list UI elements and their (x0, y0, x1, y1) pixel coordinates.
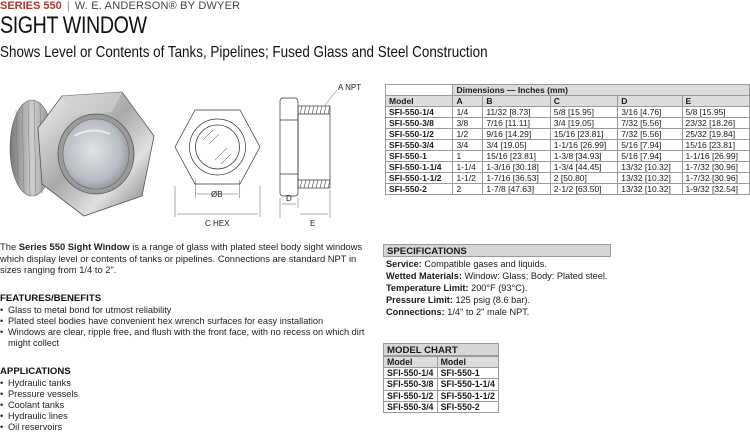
dimension-cell: 3/8 (453, 118, 483, 129)
dimension-cell: 7/32 [5.56] (618, 129, 682, 140)
dimension-cell: 1/2 (453, 129, 483, 140)
side-flange (280, 98, 298, 196)
dimension-cell: 3/4 [19.05] (550, 118, 617, 129)
spec-label: Wetted Materials: (386, 271, 462, 281)
spec-value: 200°F (93°C). (468, 283, 528, 293)
dimension-cell: 1-3/4 [44.45] (550, 162, 617, 173)
column-header-b: B (483, 96, 550, 107)
dimension-cell: 13/32 [10.32] (618, 184, 682, 195)
model-cell: SFI-550-3/4 (384, 401, 438, 412)
dimension-cell: 15/16 [23.81] (682, 140, 750, 151)
intro-pre: The (0, 241, 19, 252)
model-chart-body (384, 368, 499, 413)
thread-body (298, 106, 330, 188)
applications-heading: APPLICATIONS (0, 366, 71, 377)
spec-row (386, 294, 608, 306)
dimensions-table-body (386, 107, 750, 195)
model-cell: SFI-550-3/8 (386, 118, 453, 129)
model-chart-table (383, 356, 499, 413)
dimension-cell: 1 (453, 151, 483, 162)
column-header-c: C (550, 96, 617, 107)
column-header-a: A (453, 96, 483, 107)
series-label: SERIES 550 (0, 0, 62, 12)
list-item: • Oil reservoirs (0, 422, 200, 433)
model-chart (383, 343, 499, 413)
dimensions-column-header-row (386, 96, 750, 107)
dimension-cell: 5/16 [7.94] (618, 140, 682, 151)
spec-value: Window: Glass; Body: Plated steel. (461, 271, 608, 281)
intro-body: is a range of glass with plated steel body sight windows which display level or contents of tanks or pipelines. Connections are standard NPT in sizes ranging from 1/4 to 2". (0, 241, 363, 275)
b-dimension-label: ØB (211, 190, 223, 199)
dimension-cell: 3/4 (453, 140, 483, 151)
table-row (386, 129, 750, 140)
dimensions-corner-cell (386, 85, 453, 96)
spec-row (386, 282, 608, 294)
list-item: • Pressure vessels (0, 389, 200, 400)
dimension-cell: 2 [50.80] (550, 173, 617, 184)
d-dimension-label: D (286, 194, 292, 203)
table-row (386, 118, 750, 129)
model-cell: SFI-550-1/4 (386, 107, 453, 118)
applications-list (0, 378, 200, 433)
model-cell: SFI-550-1 (386, 151, 453, 162)
spec-label: Pressure Limit: (386, 295, 453, 305)
spec-row (386, 270, 608, 282)
spec-row (386, 258, 608, 270)
dimension-cell: 1-7/8 [47.63] (483, 184, 550, 195)
column-header-d: D (618, 96, 682, 107)
table-row (384, 390, 499, 401)
list-item: • Plated steel bodies have convenient hex wrench surfaces for easy installation (0, 316, 372, 327)
model-chart-header-row (384, 357, 499, 368)
table-row (386, 184, 750, 195)
list-item: • Glass to metal bond for utmost reliability (0, 305, 372, 316)
specifications-body (383, 257, 611, 319)
list-item: • Windows are clear, ripple free, and flush with the front face, with no recess on which dirt might collect (0, 327, 372, 349)
dimension-cell: 2 (453, 184, 483, 195)
dimension-cell: 2-1/2 [63.50] (550, 184, 617, 195)
dimension-drawing (165, 80, 375, 230)
model-chart-heading: MODEL CHART (383, 343, 499, 356)
table-row (384, 379, 499, 390)
dimension-cell: 1-1/2 (453, 173, 483, 184)
list-item: • Hydraulic lines (0, 411, 200, 422)
dimension-cell: 1-9/32 [32.54] (682, 184, 750, 195)
model-chart-column-2: Model (437, 357, 498, 368)
dimension-cell: 1/4 (453, 107, 483, 118)
model-cell: SFI-550-1-1/4 (386, 162, 453, 173)
window-outer-circle (190, 119, 246, 175)
model-cell: SFI-550-1-1/2 (386, 173, 453, 184)
model-cell: SFI-550-1/4 (384, 368, 438, 379)
dimension-cell: 1-1/4 (453, 162, 483, 173)
model-chart-column-1: Model (384, 357, 438, 368)
dimension-cell: 1-3/16 [30.18] (483, 162, 550, 173)
model-cell: SFI-550-3/4 (386, 140, 453, 151)
table-row (384, 368, 499, 379)
dimension-cell: 1-7/16 [36.53] (483, 173, 550, 184)
dimension-cell: 1-1/16 [26.99] (550, 140, 617, 151)
dimensions-table (385, 84, 750, 195)
dimension-cell: 1-7/32 [30.96] (682, 173, 750, 184)
features-heading: FEATURES/BENEFITS (0, 293, 102, 304)
dimension-cell: 1-1/16 [26.99] (682, 151, 750, 162)
intro-product-name: Series 550 Sight Window (18, 241, 130, 252)
page-subtitle: Shows Level or Contents of Tanks, Pipelines; Fused Glass and Steel Construction (0, 44, 488, 61)
spec-value: 1/4" to 2" male NPT. (444, 307, 530, 317)
dimension-cell: 3/4 [19.05] (483, 140, 550, 151)
dimension-cell: 25/32 [19.84] (682, 129, 750, 140)
dimension-cell: 3/16 [4.76] (618, 107, 682, 118)
dimension-cell: 13/32 [10.32] (618, 162, 682, 173)
spec-label: Temperature Limit: (386, 283, 469, 293)
model-cell: SFI-550-3/8 (384, 379, 438, 390)
spec-value: 125 psig (8.6 bar). (452, 295, 531, 305)
product-photo (2, 88, 162, 223)
table-row (386, 162, 750, 173)
dimension-cell: 15/16 [23.81] (550, 129, 617, 140)
dimension-cell: 1-7/32 [30.96] (682, 162, 750, 173)
model-cell: SFI-550-1 (437, 368, 498, 379)
dimension-cell: 7/16 [11.11] (483, 118, 550, 129)
dimension-cell: 15/16 [23.81] (483, 151, 550, 162)
series-separator: | (66, 0, 70, 12)
dimension-cell: 11/32 [8.73] (483, 107, 550, 118)
column-header-model: Model (386, 96, 453, 107)
hex-outline (175, 110, 260, 184)
model-cell: SFI-550-2 (386, 184, 453, 195)
specifications-heading: SPECIFICATIONS (383, 244, 611, 257)
model-cell: SFI-550-2 (437, 401, 498, 412)
dimensions-group-header: Dimensions — Inches (mm) (453, 85, 750, 96)
column-header-e: E (682, 96, 750, 107)
model-cell: SFI-550-1-1/4 (437, 379, 498, 390)
table-row (386, 140, 750, 151)
spec-label: Service: (386, 259, 422, 269)
table-row (384, 401, 499, 412)
dimension-cell: 9/16 [14.29] (483, 129, 550, 140)
list-item: • Coolant tanks (0, 400, 200, 411)
window-glass-circle (196, 125, 240, 169)
dimension-cell: 7/32 [5.56] (618, 118, 682, 129)
model-cell: SFI-550-1/2 (386, 129, 453, 140)
dimension-cell: 5/16 [7.94] (618, 151, 682, 162)
model-cell: SFI-550-1-1/2 (437, 390, 498, 401)
dimension-cell: 5/8 [15.95] (682, 107, 750, 118)
table-row (386, 173, 750, 184)
brand-label: W. E. ANDERSON® BY DWYER (74, 0, 241, 12)
page-title: SIGHT WINDOW (0, 12, 147, 39)
spec-value: Compatible gases and liquids. (421, 259, 547, 269)
dimensions-group-header-row (386, 85, 750, 96)
npt-label: A NPT (338, 83, 362, 92)
model-cell: SFI-550-1/2 (384, 390, 438, 401)
dimension-cell: 1-3/8 [34.93] (550, 151, 617, 162)
specifications-box (383, 244, 611, 322)
dimension-cell: 13/32 [10.32] (618, 173, 682, 184)
chex-dimension-label: C HEX (205, 219, 230, 228)
dimension-cell: 5/8 [15.95] (550, 107, 617, 118)
dimension-cell: 23/32 [18.26] (682, 118, 750, 129)
spec-label: Connections: (386, 307, 445, 317)
table-row (386, 151, 750, 162)
intro-paragraph (0, 241, 372, 276)
table-row (386, 107, 750, 118)
spec-row (386, 306, 608, 318)
e-dimension-label: E (310, 219, 316, 228)
list-item: • Hydraulic tanks (0, 378, 200, 389)
features-list (0, 305, 372, 349)
